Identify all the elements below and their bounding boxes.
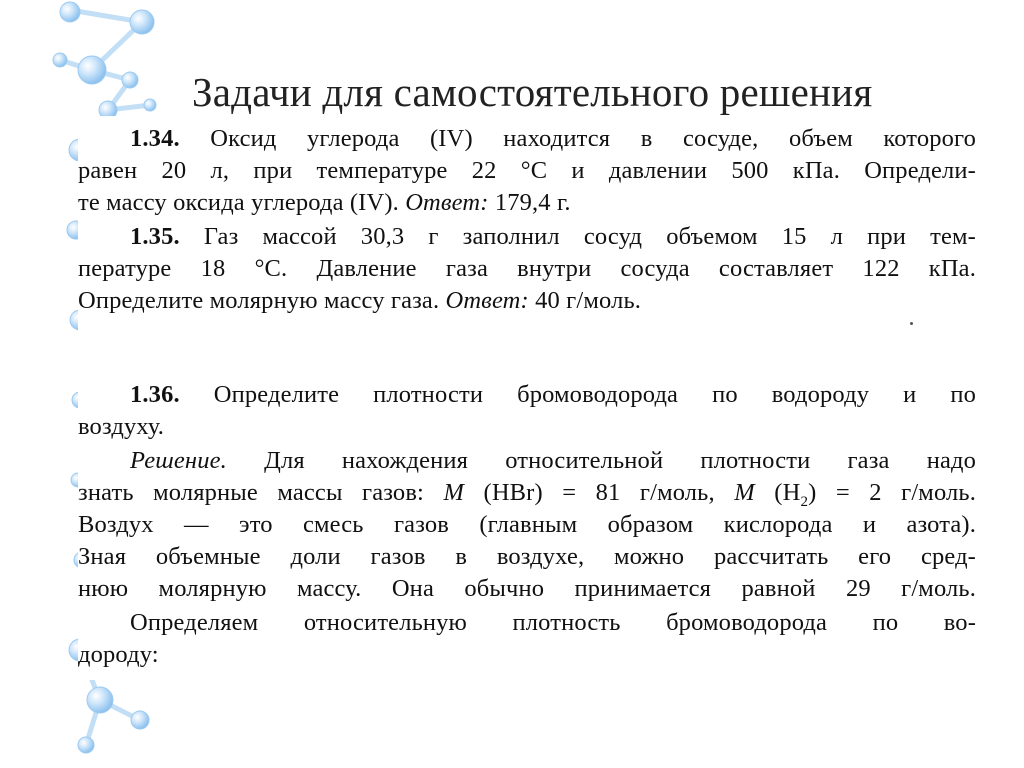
problem-1-36-line-2: воздуху. (78, 413, 165, 440)
problem-1-35-line-2: пературе 18 °С. Давление газа внутри сосуда составляет 122 кПа. (78, 255, 976, 282)
solution-label: Решение. (130, 447, 227, 474)
problem-1-36-line-8: Определяем относительную плотность бромоводорода по во- (130, 609, 976, 636)
slide-title: Задачи для самостоятельного решения (192, 69, 873, 115)
problem-1-36-line-7: нюю молярную массу. Она обычно принимается равной 29 г/моль. (78, 575, 976, 602)
problem-1-34-line-1: 1.34. Оксид углерода (IV) находится в сосуде, объем которого (130, 125, 976, 152)
scanned-textbook-page (78, 116, 976, 680)
problem-number: 1.36. (130, 381, 180, 408)
answer-value: 179,4 г. (494, 189, 571, 216)
problem-number: 1.35. (130, 223, 180, 250)
problem-1-36-line-4: знать молярные массы газов: M (HBr) = 81 г/моль, M $(H_2) = 2$ г/моль. (78, 479, 976, 508)
answer-value: 40 г/моль. (535, 287, 642, 314)
problem-number: 1.34. (130, 125, 180, 152)
problem-1-36-line-5: Воздух — это смесь газов (главным образом кислорода и азота). (78, 511, 976, 538)
scan-speck (910, 322, 913, 325)
answer-label: Ответ: (445, 287, 529, 314)
problem-1-36-line-9: дороду: (78, 641, 159, 668)
problem-1-35-line-1: 1.35. Газ массой 30,3 г заполнил сосуд объемом 15 л при тем- (130, 223, 976, 250)
problem-1-36-line-6: Зная объемные доли газов в воздухе, можно рассчитать его сред- (78, 543, 976, 570)
problem-1-36-line-3: Решение. Для нахождения относительной плотности газа надо (130, 447, 976, 474)
answer-label: Ответ: (405, 189, 489, 216)
problem-1-36-line-1: 1.36. Определите плотности бромоводорода по водороду и по (130, 381, 976, 408)
problem-1-35-line-3: Определите молярную массу газа. Ответ: 40 г/моль. (78, 287, 642, 314)
problem-1-34-line-2: равен 20 л, при температуре 22 °С и давлении 500 кПа. Определи- (78, 157, 976, 184)
problem-1-34-line-3: те массу оксида углерода (IV). Ответ: 179,4 г. (78, 189, 571, 216)
